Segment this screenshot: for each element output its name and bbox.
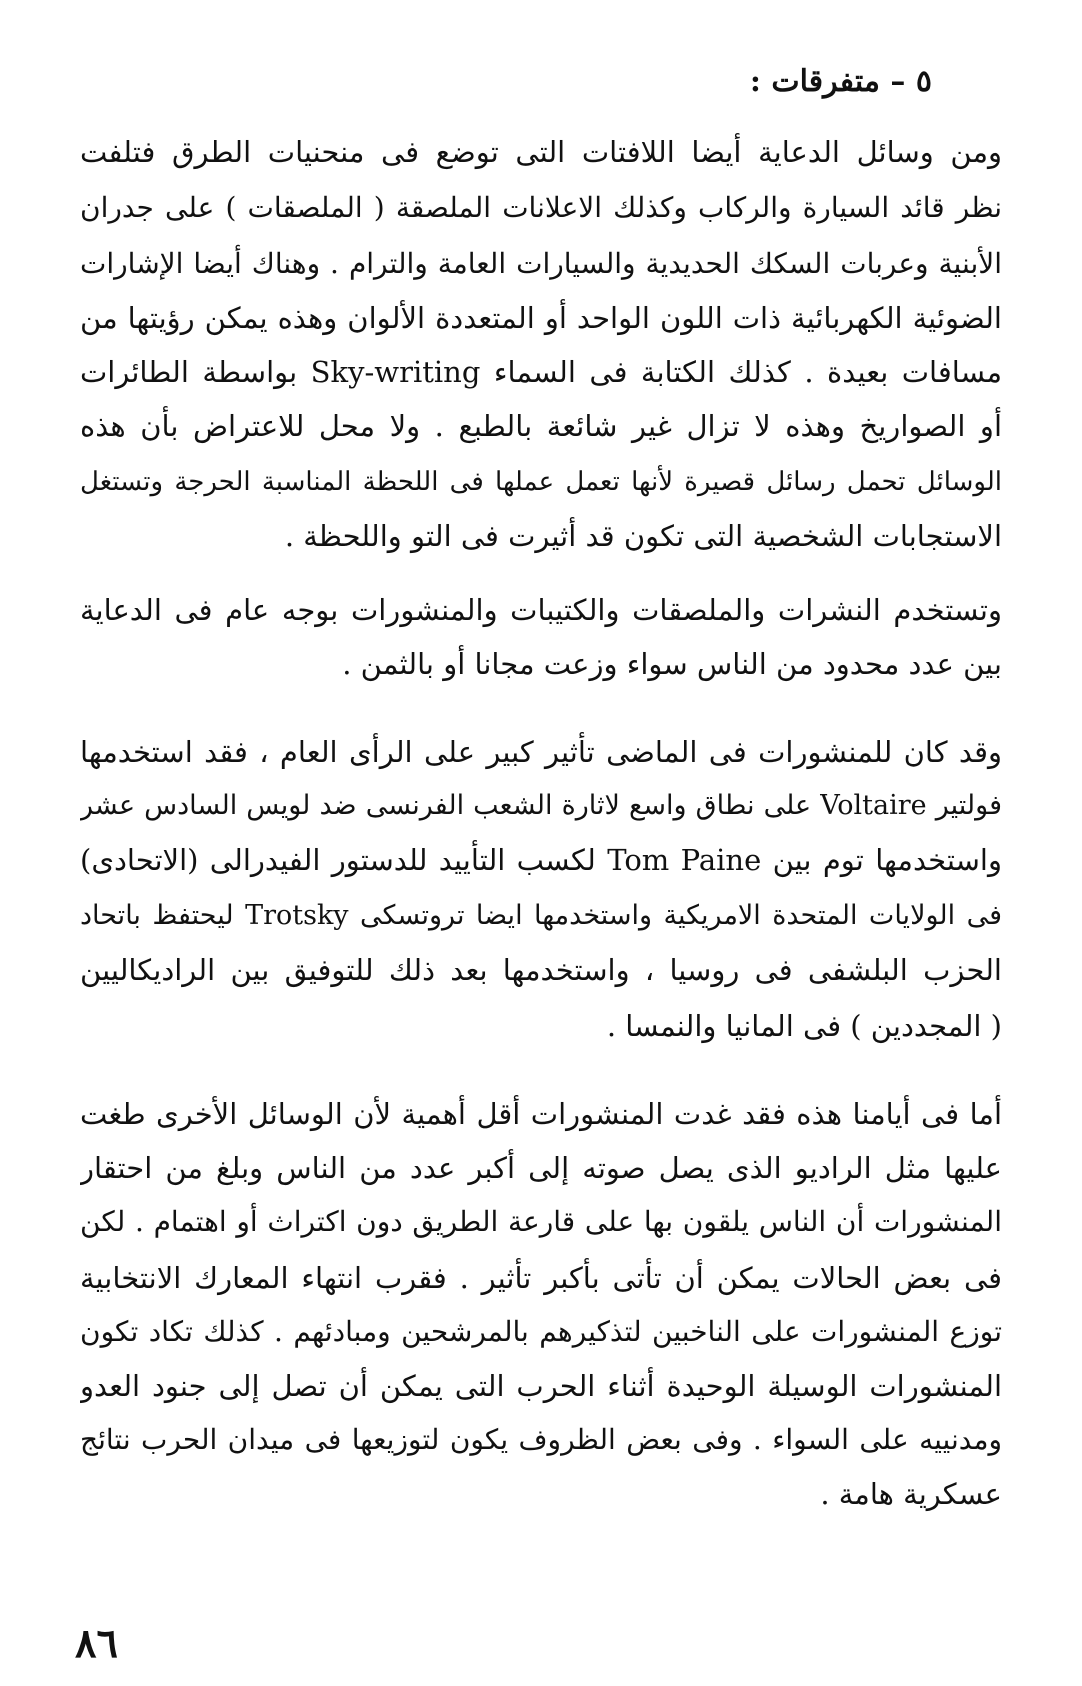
section-heading: ٥ – متفرقات : — [749, 64, 932, 99]
paragraph-1-line-4: الضوئية الكهربائية ذات اللون الواحد أو المتعددة الألوان وهذه يمكن رؤيتها من — [80, 301, 1002, 335]
page-number: ٨٦ — [75, 1620, 118, 1667]
paragraph-3-line-4: فى الولايات المتحدة الامريكية واستخدمها ايضا تروتسكى Trotsky ليحتفظ باتحاد — [80, 900, 1002, 931]
paragraph-3-line-6: ( المجددين ) فى المانيا والنمسا . — [606, 1009, 1002, 1043]
paragraph-2-line-1: وتستخدم النشرات والملصقات والكتيبات والمنشورات بوجه عام فى الدعاية — [80, 593, 1002, 627]
paragraph-2-line-2: بين عدد محدود من الناس سواء وزعت مجانا أو بالثمن . — [342, 647, 1002, 681]
paragraph-3-line-3: واستخدمها توم بين Tom Paine لكسب التأييد للدستور الفيدرالى (الاتحادى) — [80, 843, 1002, 877]
paragraph-1-line-2: نظر قائد السيارة والركاب وكذلك الاعلانات الملصقة ( الملصقات ) على جدران — [80, 191, 1002, 224]
paragraph-1-line-6: أو الصواريخ وهذه لا تزال غير شائعة بالطبع . ولا محل للاعتراض بأن هذه — [80, 409, 1002, 443]
paragraph-1-line-8: الاستجابات الشخصية التى تكون قد أثيرت فى التو واللحظة . — [284, 519, 1002, 553]
paragraph-3-line-2: فولتير Voltaire على نطاق واسع لاثارة الشعب الفرنسى ضد لويس السادس عشر — [80, 790, 1002, 821]
paragraph-4-line-4: فى بعض الحالات يمكن أن تأتى بأكبر تأثير . فقرب انتهاء المعارك الانتخابية — [80, 1261, 1002, 1295]
paragraph-4-line-6: المنشورات الوسيلة الوحيدة أثناء الحرب التى يمكن أن تصل إلى جنود العدو — [80, 1369, 1002, 1403]
paragraph-4-line-1: أما فى أيامنا هذه فقد غدت المنشورات أقل أهمية لأن الوسائل الأخرى طغت — [80, 1097, 1002, 1131]
paragraph-3-line-1: وقد كان للمنشورات فى الماضى تأثير كبير على الرأى العام ، فقد استخدمها — [80, 735, 1002, 769]
paragraph-3-line-5: الحزب البلشفى فى روسيا ، واستخدمها بعد ذلك للتوفيق بين الراديكاليين — [80, 953, 1002, 987]
paragraph-1-line-7: الوسائل تحمل رسائل قصيرة لأنها تعمل عملها فى اللحظة المناسبة الحرجة وتستغل — [80, 467, 1002, 497]
paragraph-4-line-5: توزع المنشورات على الناخبين لتذكيرهم بالمرشحين ومبادئهم . كذلك تكاد تكون — [80, 1315, 1002, 1348]
paragraph-4-line-2: عليها مثل الراديو الذى يصل صوته إلى أكبر عدد من الناس وبلغ من احتقار — [80, 1151, 1002, 1185]
paragraph-1-line-1: ومن وسائل الدعاية أيضا اللافتات التى توضع فى منحنيات الطرق فتلفت — [80, 135, 1002, 169]
paragraph-1-line-5: مسافات بعيدة . كذلك الكتابة فى السماء Sky-writing بواسطة الطائرات — [80, 355, 1002, 389]
paragraph-4-line-3: المنشورات أن الناس يلقون بها على قارعة الطريق دون اكتراث أو اهتمام . لكن — [80, 1205, 1002, 1238]
paragraph-4-line-7: ومدنييه على السواء . وفى بعض الظروف يكون لتوزيعها فى ميدان الحرب نتائج — [80, 1423, 1002, 1456]
paragraph-1-line-3: الأبنية وعربات السكك الحديدية والسيارات العامة والترام . وهناك أيضا الإشارات — [80, 247, 1002, 280]
paragraph-4-line-8: عسكرية هامة . — [820, 1477, 1002, 1511]
